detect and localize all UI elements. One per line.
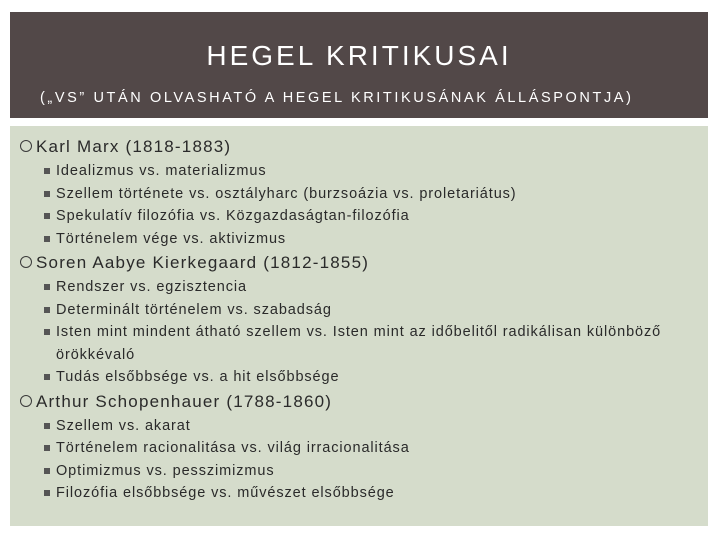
square-bullet-icon xyxy=(44,374,50,380)
section-heading: Arthur Schopenhauer (1788-1860) xyxy=(36,391,333,411)
list-item: Determinált történelem vs. szabadság xyxy=(44,299,708,322)
list-item: Rendszer vs. egzisztencia xyxy=(44,276,708,299)
square-bullet-icon xyxy=(44,213,50,219)
square-bullet-icon xyxy=(44,329,50,335)
square-bullet-icon xyxy=(44,191,50,197)
list-item: Isten mint mindent átható szellem vs. Isten mint az időbelitől radikálisan különböző örökkévaló xyxy=(44,321,708,366)
section-marx xyxy=(18,134,708,250)
list-item: Történelem racionalitása vs. világ irracionalitása xyxy=(44,437,708,460)
square-bullet-icon xyxy=(44,468,50,474)
circle-bullet-icon xyxy=(20,395,32,407)
list-item: Filozófia elsőbbsége vs. művészet elsőbbsége xyxy=(44,482,708,505)
list-item: Történelem vége vs. aktivizmus xyxy=(44,228,708,251)
list-item: Tudás elsőbbsége vs. a hit elsőbbsége xyxy=(44,366,708,389)
list-item: Optimizmus vs. pesszimizmus xyxy=(44,460,708,483)
slide-header xyxy=(10,12,708,118)
list-item: Szellem története vs. osztályharc (burzsoázia vs. proletariátus) xyxy=(44,183,708,206)
slide-title: HEGEL KRITIKUSAI xyxy=(206,40,512,71)
slide-body xyxy=(10,126,708,526)
square-bullet-icon xyxy=(44,236,50,242)
circle-bullet-icon xyxy=(20,256,32,268)
circle-bullet-icon xyxy=(20,140,32,152)
square-bullet-icon xyxy=(44,490,50,496)
critic-list xyxy=(10,126,708,505)
square-bullet-icon xyxy=(44,307,50,313)
section-heading: Soren Aabye Kierkegaard (1812-1855) xyxy=(36,253,370,272)
square-bullet-icon xyxy=(44,445,50,451)
section-kierkegaard xyxy=(18,250,708,389)
list-item: Szellem vs. akarat xyxy=(44,415,708,438)
list-item: Idealizmus vs. materializmus xyxy=(44,160,708,183)
section-heading: Karl Marx (1818-1883) xyxy=(36,137,232,156)
square-bullet-icon xyxy=(44,423,50,429)
list-item: Spekulatív filozófia vs. Közgazdaságtan-filozófia xyxy=(44,205,708,228)
section-schopenhauer xyxy=(18,389,708,505)
slide-subtitle: („VS” UTÁN OLVASHATÓ A HEGEL KRITIKUSÁNAK ÁLLÁSPONTJA) xyxy=(40,90,634,106)
square-bullet-icon xyxy=(44,284,50,290)
square-bullet-icon xyxy=(44,168,50,174)
